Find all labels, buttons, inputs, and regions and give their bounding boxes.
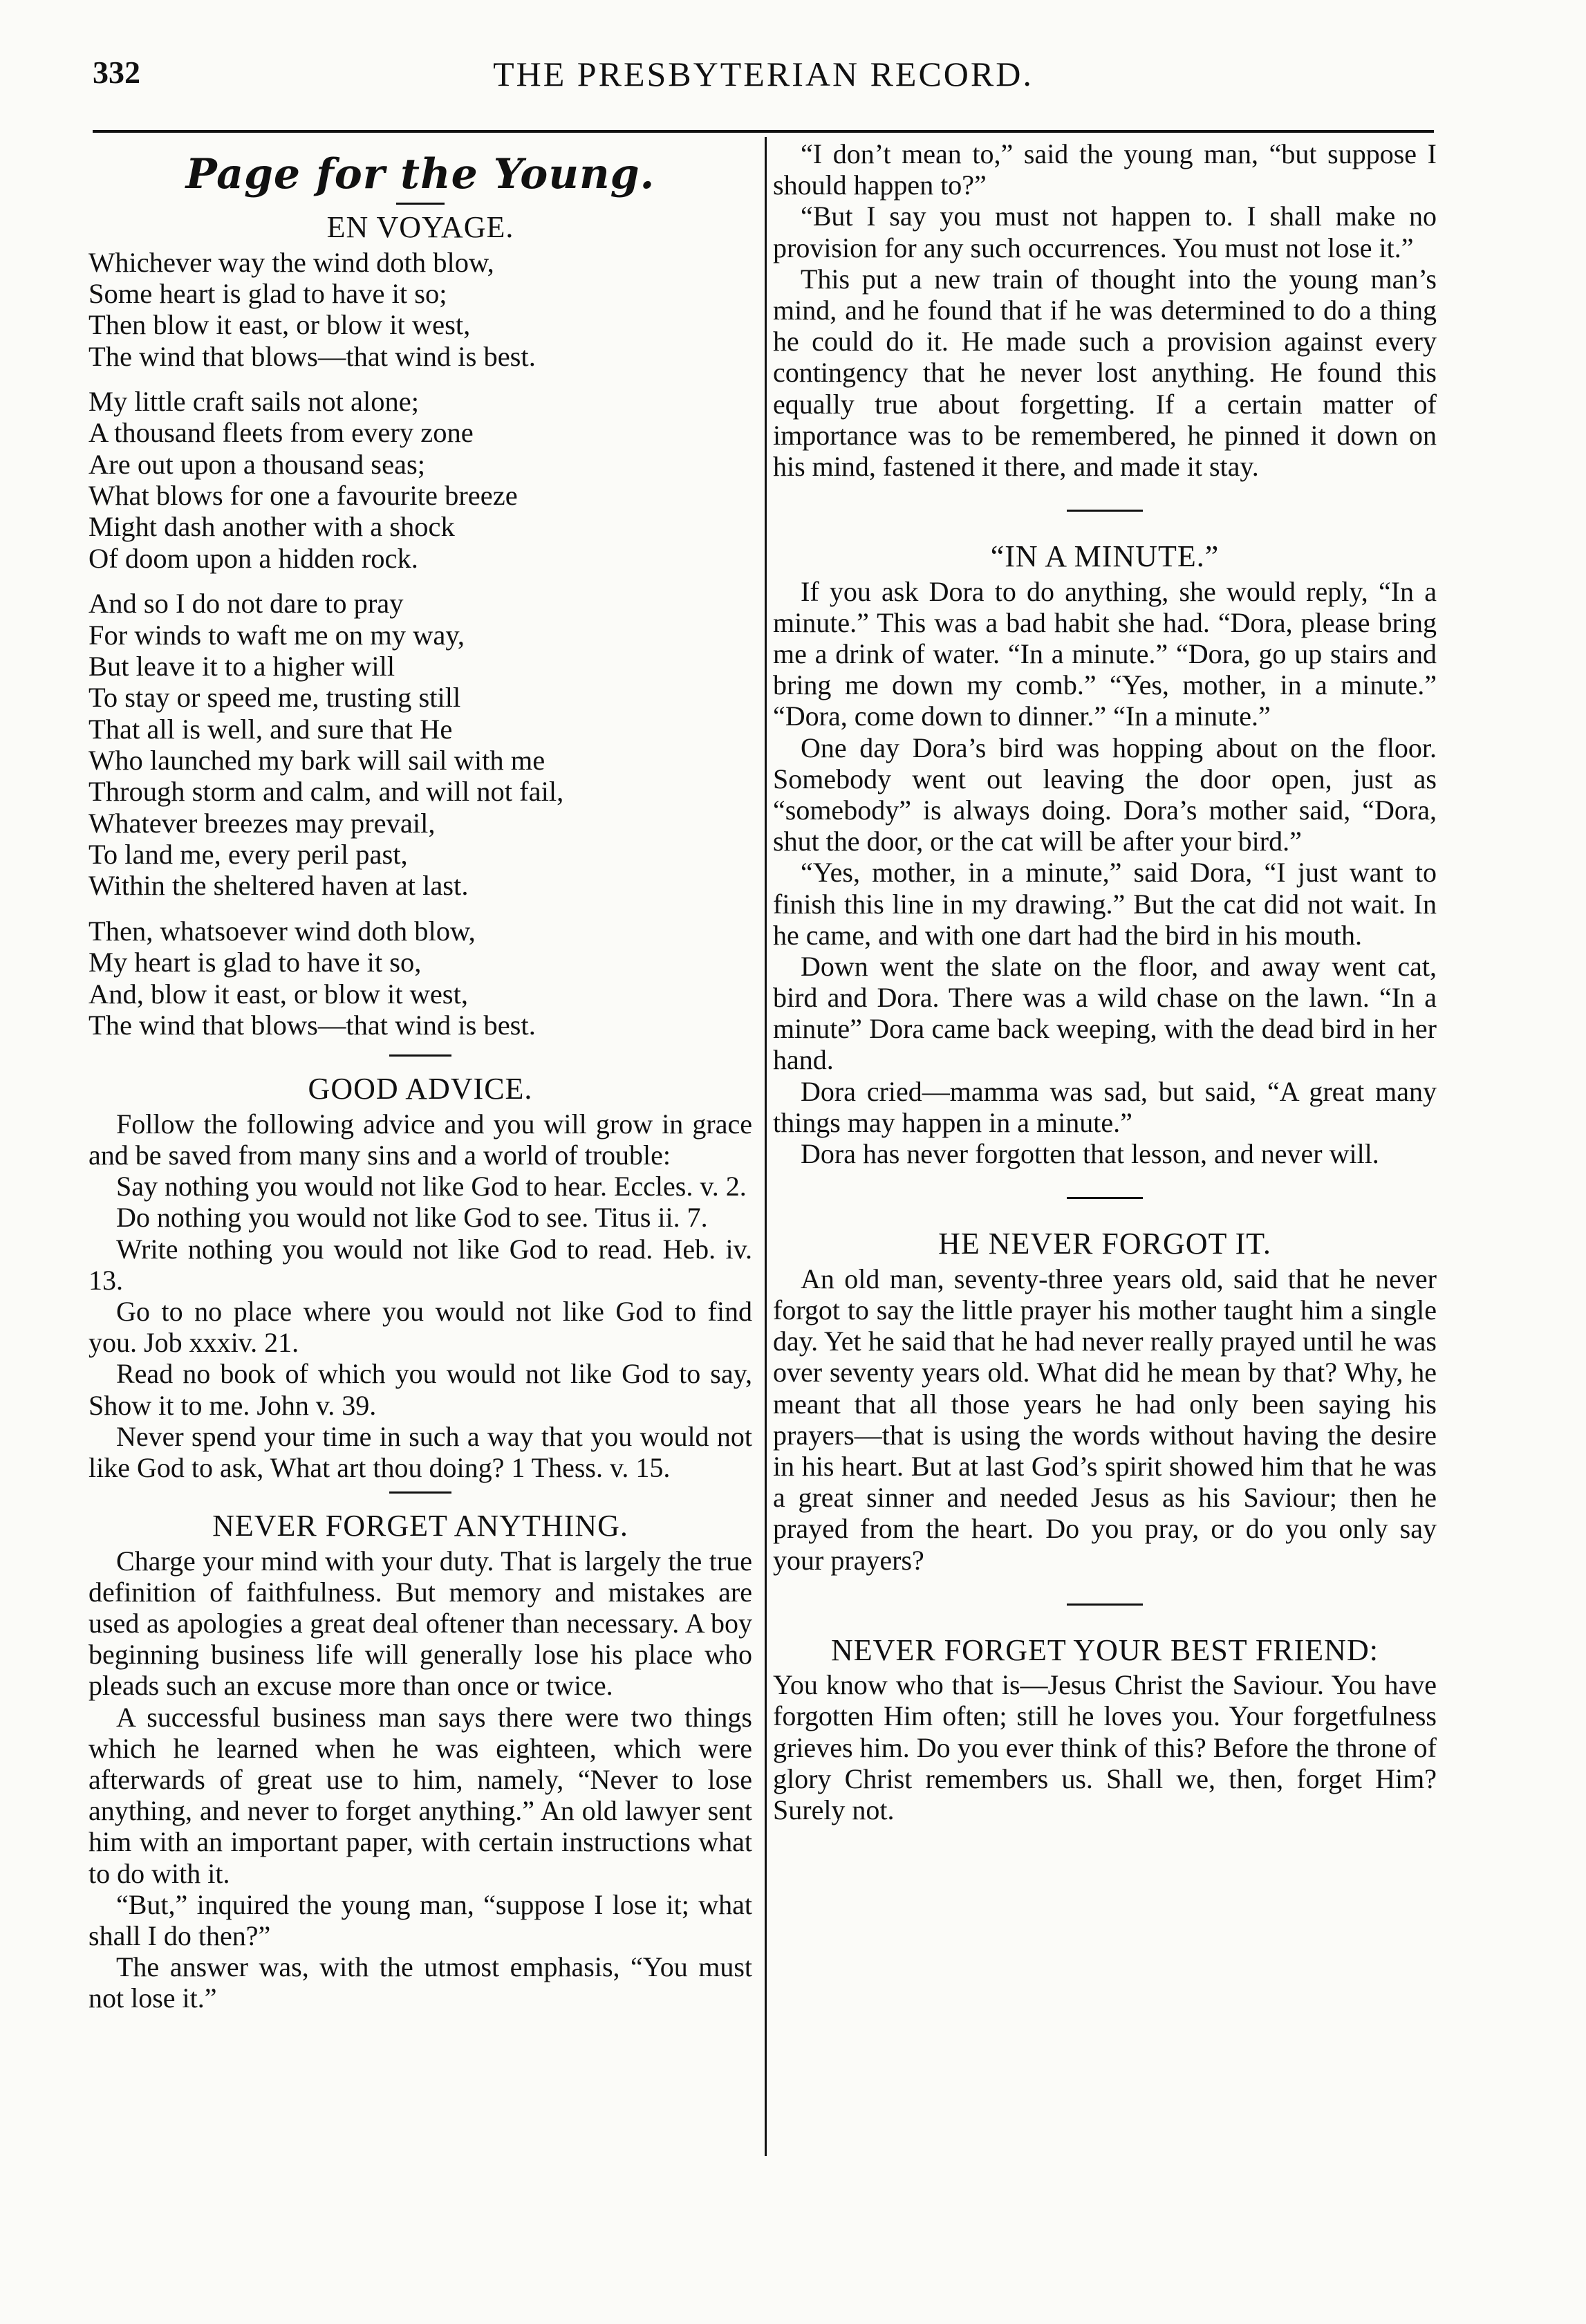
poem-line: The wind that blows—that wind is best.	[88, 1009, 536, 1041]
journal-title: THE PRESBYTERIAN RECORD.	[493, 55, 1034, 93]
separator	[389, 1054, 451, 1057]
separator	[1067, 510, 1143, 512]
poem-line: Some heart is glad to have it so;	[88, 277, 447, 309]
poem-stanza	[88, 588, 752, 902]
paragraph: “But,” inquired the young man, “suppose I lose it; what shall I do then?”	[88, 1888, 752, 1951]
paragraph: Say nothing you would not like God to hear. Eccles. v. 2.	[116, 1171, 747, 1202]
paragraph: Dora cried—mamma was sad, but said, “A great many things may happen in a minute.”	[773, 1075, 1437, 1138]
column-divider	[765, 137, 767, 2156]
section-heading: Page for the Young.	[185, 150, 655, 198]
paragraph: Read no book of which you would not like God to say, Show it to me. John v. 39.	[88, 1358, 752, 1421]
paragraph: Never spend your time in such a way that you would not like God to ask, What art thou doing? 1 Thess. v. 15.	[88, 1420, 752, 1483]
paragraph: You know who that is—Jesus Christ the Saviour. You have forgotten Him often; still he loves you. Your forgetfulness grieves him. Do you ever think of this? Before the throne of glory Christ remembers us. Shall we, then, forget Him? Surely not.	[773, 1669, 1437, 1826]
article-body	[88, 1545, 752, 2014]
header-rule	[93, 130, 1434, 133]
poem-line: That all is well, and sure that He	[88, 713, 453, 745]
poem	[88, 247, 752, 1041]
poem-line: What blows for one a favourite breeze	[88, 480, 518, 512]
article-body	[773, 138, 1437, 482]
separator	[1067, 1603, 1143, 1606]
poem-stanza	[88, 247, 752, 372]
poem-line: And so I do not dare to pray	[88, 588, 404, 620]
article-title: HE NEVER FORGOT IT.	[938, 1227, 1271, 1261]
paragraph: Down went the slate on the floor, and away went cat, bird and Dora. There was a wild chase on the lawn. “In a minute” Dora came back weeping, with the dead bird in her hand.	[773, 950, 1437, 1076]
separator	[396, 203, 445, 205]
article-body	[773, 1263, 1437, 1576]
paragraph: Do nothing you would not like God to see. Titus ii. 7.	[116, 1202, 708, 1234]
poem-line: For winds to waft me on my way,	[88, 619, 465, 651]
poem-stanza	[88, 915, 752, 1041]
paragraph: One day Dora’s bird was hopping about on the floor. Somebody went out leaving the door open, just as “somebody” is always doing. Dora’s mother said, “Dora, shut the door, or the cat will be after your bird.”	[773, 732, 1437, 857]
poem-line: Through storm and calm, and will not fail,	[88, 776, 564, 808]
article-body	[773, 1669, 1437, 1825]
poem-line: Within the sheltered haven at last.	[88, 870, 469, 902]
poem-line: Who launched my bark will sail with me	[88, 744, 545, 776]
poem-line: And, blow it east, or blow it west,	[88, 978, 468, 1010]
poem-line: Whatever breezes may prevail,	[88, 807, 436, 839]
page-number: 332	[93, 55, 140, 90]
separator	[1067, 1197, 1143, 1199]
article-title: NEVER FORGET ANYTHING.	[212, 1509, 628, 1543]
paragraph: Write nothing you would not like God to read. Heb. iv. 13.	[88, 1233, 752, 1296]
paragraph: An old man, seventy-three years old, said that he never forgot to say the little prayer his mother taught him a single day. Yet he said that he had never really prayed until he was over seventy years old. What did he mean by that? Why, he meant that all those years he had only been saying his prayers—that is using the words without having the desire in his heart. But at last God’s spirit showed him that he was a great sinner and needed Jesus as his Saviour; then he prayed from the heart. Do you pray, or do you only say your prayers?	[773, 1263, 1437, 1576]
paragraph: “But I say you must not happen to. I shall make no provision for any such occurrences. You must not lose it.”	[773, 201, 1437, 263]
paragraph: “I don’t mean to,” said the young man, “but suppose I should happen to?”	[773, 138, 1437, 201]
article-title: NEVER FORGET YOUR BEST FRIEND:	[831, 1633, 1379, 1667]
poem-line: A thousand fleets from every zone	[88, 417, 474, 449]
poem-line: Whichever way the wind doth blow,	[88, 246, 494, 278]
poem-line: Might dash another with a shock	[88, 511, 455, 543]
article-body	[773, 576, 1437, 1170]
poem-line: To stay or speed me, trusting still	[88, 682, 461, 714]
poem-line: The wind that blows—that wind is best.	[88, 340, 536, 372]
paragraph: This put a new train of thought into the young man’s mind, and he found that if he was determined to do a thing he could do it. He made such a provision against every contingency that he never lost anything. He found this equally true about forgetting. If a certain matter of importance was to be remembered, he pinned it down on his mind, fastened it there, and made it stay.	[773, 263, 1437, 482]
paragraph: Follow the following advice and you will grow in grace and be saved from many sins and a world of trouble:	[88, 1108, 752, 1171]
article-title: GOOD ADVICE.	[308, 1072, 533, 1106]
paragraph: Go to no place where you would not like God to find you. Job xxxiv. 21.	[88, 1295, 752, 1359]
article-title: “IN A MINUTE.”	[990, 539, 1220, 574]
poem-line: Of doom upon a hidden rock.	[88, 542, 418, 574]
poem-line: My heart is glad to have it so,	[88, 947, 422, 978]
poem-line: Then, whatsoever wind doth blow,	[88, 915, 476, 947]
paragraph: Dora has never forgotten that lesson, and never will.	[801, 1138, 1379, 1170]
poem-line: To land me, every peril past,	[88, 839, 408, 871]
paragraph: A successful business man says there were two things which he learned when he was eighteen, which were afterwards of great use to him, namely, “Never to lose anything, and never to forget anything.” An old lawyer sent him with an important paper, with certain instructions what to do with it.	[88, 1701, 752, 1889]
poem-stanza	[88, 386, 752, 574]
poem-line: Then blow it east, or blow it west,	[88, 309, 471, 341]
article-body	[88, 1108, 752, 1483]
paragraph: Charge your mind with your duty. That is largely the true definition of faithfulness. But memory and mistakes are used as apologies a great deal oftener than necessary. A boy beginning business life will generally lose his place who pleads such an excuse more than once or twice.	[88, 1545, 752, 1702]
left-column	[88, 138, 752, 2014]
paragraph: The answer was, with the utmost emphasis, “You must not lose it.”	[88, 1951, 752, 2014]
paragraph: “Yes, mother, in a minute,” said Dora, “I just want to finish this line in my drawing.” But the cat did not wait. In he came, and with one dart had the bird in his mouth.	[773, 857, 1437, 951]
poem-title: EN VOYAGE.	[326, 210, 514, 244]
page-header	[93, 54, 1434, 116]
right-column	[773, 138, 1437, 1825]
poem-line: But leave it to a higher will	[88, 650, 395, 682]
paragraph: If you ask Dora to do anything, she would reply, “In a minute.” This was a bad habit she had. “Dora, please bring me a drink of water. “In a minute.” “Dora, go up stairs and bring me down my comb.” “Yes, mother, in a minute.” “Dora, come down to dinner.” “In a minute.”	[773, 575, 1437, 732]
poem-line: My little craft sails not alone;	[88, 386, 420, 418]
poem-line: Are out upon a thousand seas;	[88, 448, 426, 480]
separator	[389, 1491, 451, 1494]
